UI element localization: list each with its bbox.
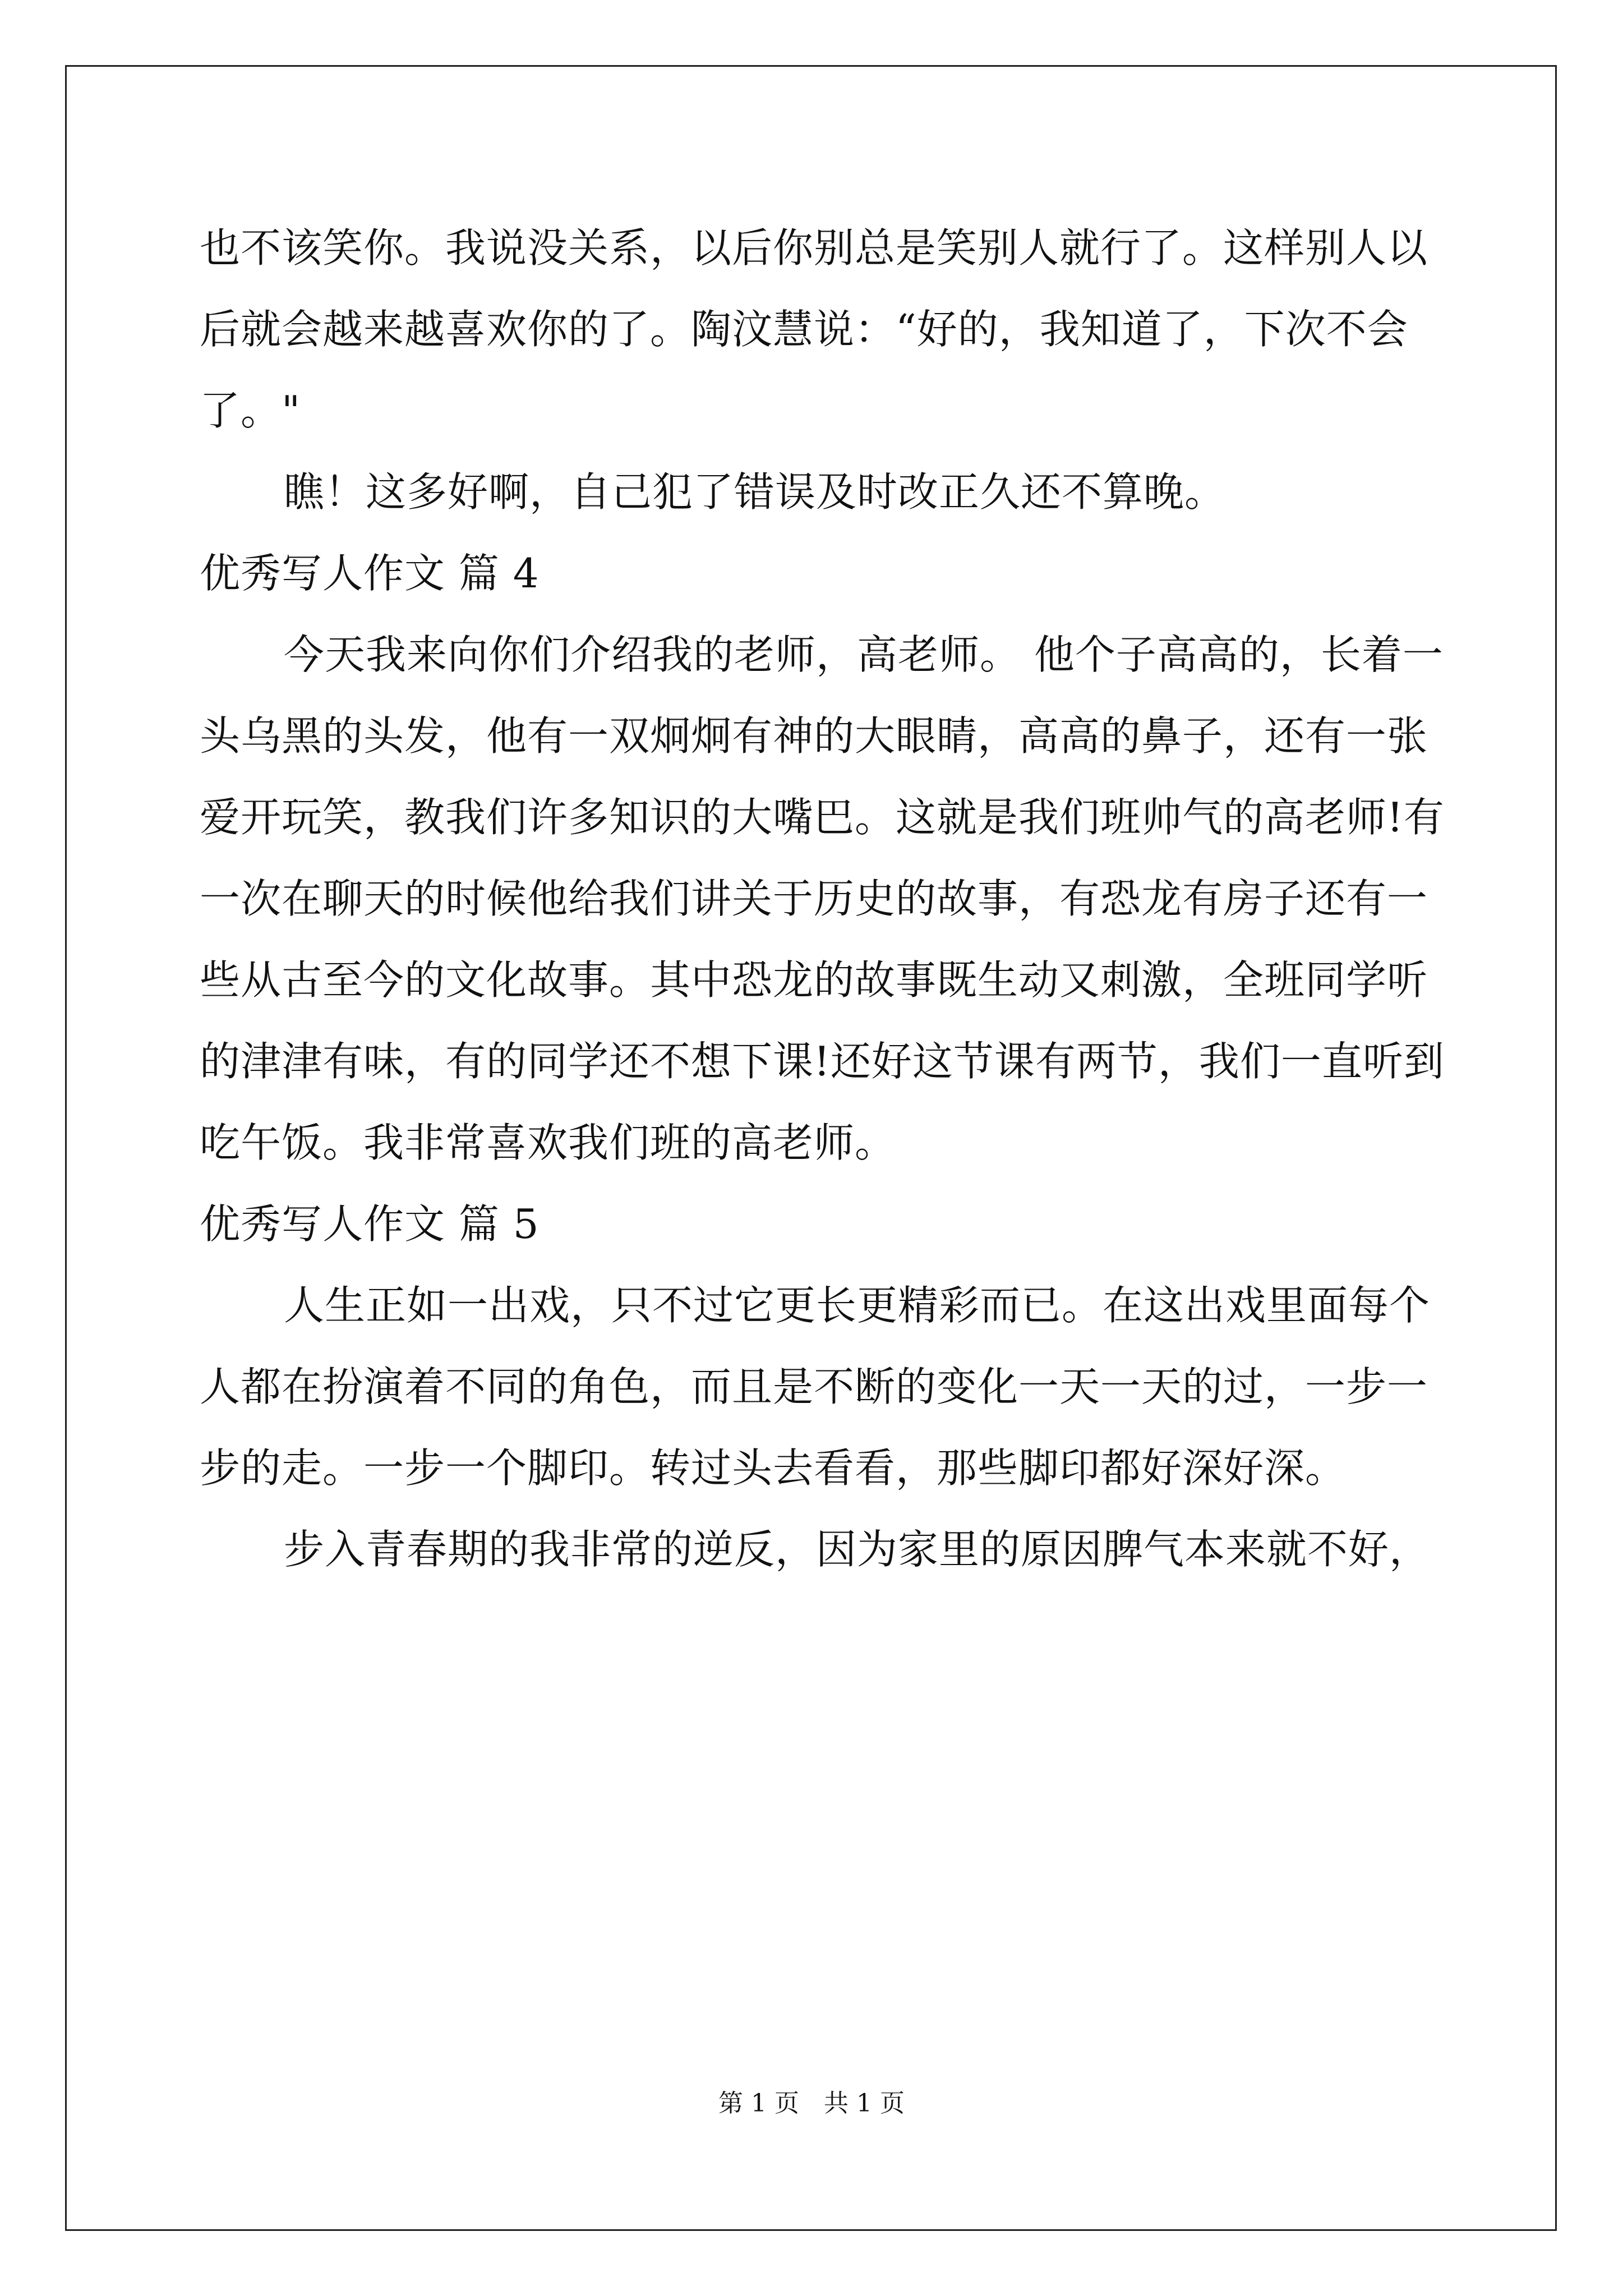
- text-line: 头乌黑的头发，他有一双炯炯有神的大眼睛，高高的鼻子，还有一张: [200, 712, 1428, 760]
- text-line: 步的走。一步一个脚印。转过头去看看，那些脚印都好深好深。: [200, 1444, 1347, 1492]
- text-line: 爱开玩笑，教我们许多知识的大嘴巴。这就是我们班帅气的高老师!有: [200, 794, 1445, 841]
- section-heading: 优秀写人作文 篇 5: [200, 1200, 540, 1248]
- text-line: 步入青春期的我非常的逆反，因为家里的原因脾气本来就不好，: [284, 1526, 1431, 1573]
- text-line: 也不该笑你。我说没关系，以后你别总是笑别人就行了。这样别人以: [200, 224, 1428, 272]
- text-line: 瞧！这多好啊，自己犯了错误及时改正久还不算晚。: [284, 468, 1226, 516]
- text-line: 了。": [200, 387, 301, 434]
- text-line: 一次在聊天的时候他给我们讲关于历史的故事，有恐龙有房子还有一: [200, 875, 1428, 922]
- text-line: 些从古至今的文化故事。其中恐龙的故事既生动又刺激，全班同学听: [200, 956, 1428, 1004]
- text-line: 今天我来向你们介绍我的老师，高老师。 他个子高高的，长着一: [284, 631, 1444, 678]
- text-line: 人生正如一出戏，只不过它更长更精彩而已。在这出戏里面每个: [284, 1282, 1431, 1329]
- text-line: 人都在扮演着不同的角色，而且是不断的变化一天一天的过，一步一: [200, 1363, 1428, 1410]
- text-line: 吃午饭。我非常喜欢我们班的高老师。: [200, 1119, 896, 1166]
- text-line: 的津津有味，有的同学还不想下课!还好这节课有两节，我们一直听到: [200, 1038, 1445, 1085]
- section-heading: 优秀写人作文 篇 4: [200, 550, 540, 597]
- text-line: 后就会越来越喜欢你的了。陶汶慧说：“好的，我知道了，下次不会: [200, 306, 1408, 353]
- document-body: [200, 208, 1445, 1590]
- page-footer: 第 1 页 共 1 页: [718, 2089, 905, 2118]
